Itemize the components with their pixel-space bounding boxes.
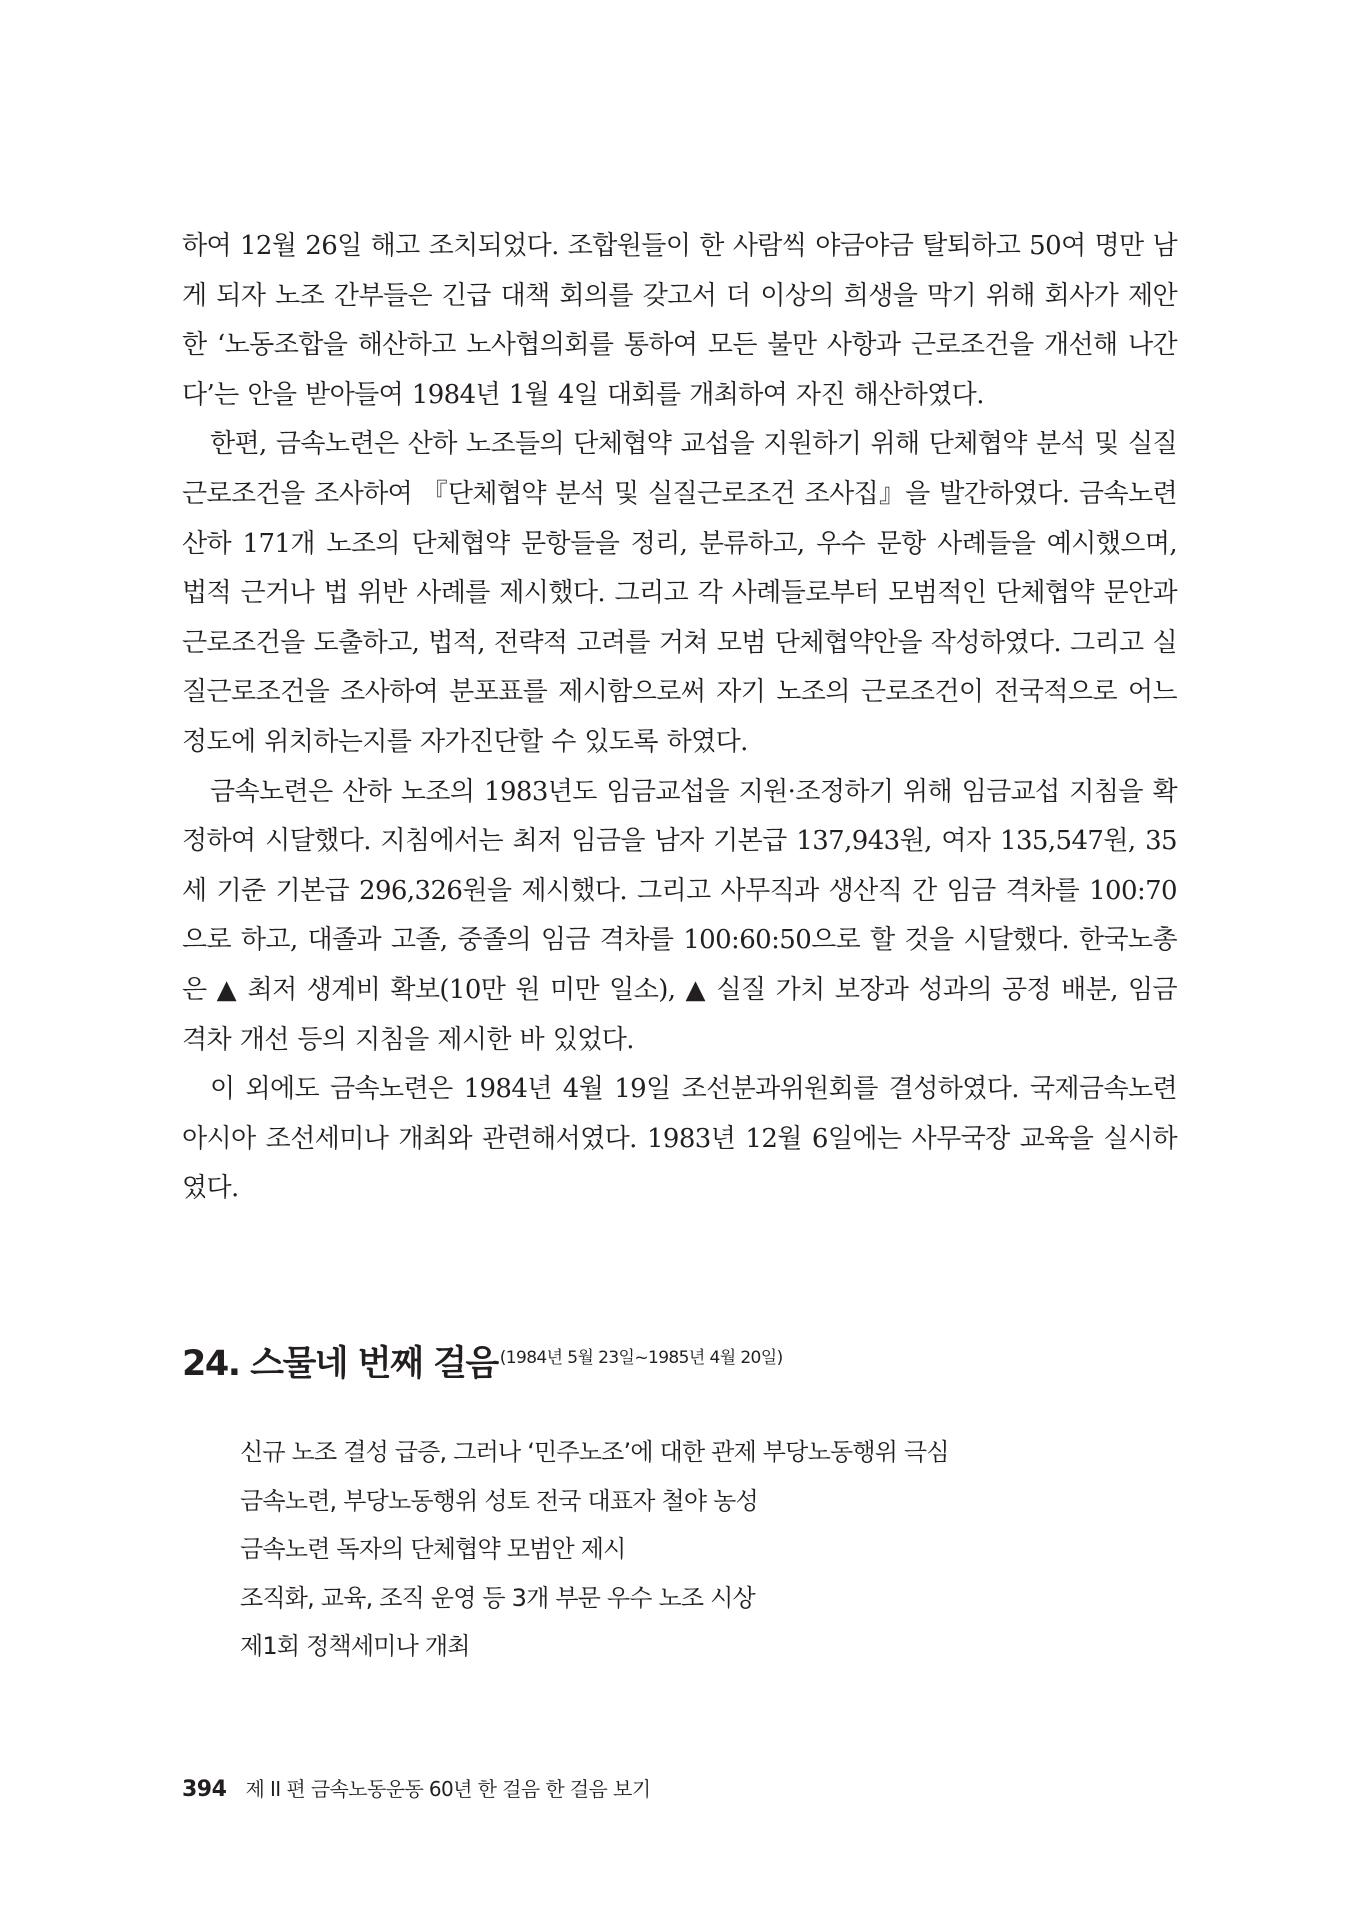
running-title: 제 II 편 금속노동운동 60년 한 걸음 한 걸음 보기 <box>245 1777 651 1801</box>
summary-item: 제1회 정책세미나 개최 <box>240 1632 470 1660</box>
page-footer <box>182 1773 650 1802</box>
body-paragraph: 하여 12월 26일 해고 조치되었다. 조합원들이 한 사람씩 야금야금 탈퇴하고 50여 명만 남게 되자 노조 간부들은 긴급 대책 회의를 갖고서 더 이상의 희생을 막기 위해 회사가 제안한 ‘노동조합을 해산하고 노사협의회를 통하여 모든 불만 사항과 근로조건을 개선해 나간다’는 안을 받아들여 1984년 1월 4일 대회를 개최하여 자진 해산하였다. <box>182 231 1177 410</box>
body-text <box>182 222 1177 1214</box>
summary-item: 신규 노조 결성 급증, 그러나 ‘민주노조’에 대한 관제 부당노동행위 극심 <box>240 1438 949 1466</box>
summary-item: 금속노련, 부당노동행위 성토 전국 대표자 철야 농성 <box>240 1486 758 1515</box>
section-heading <box>182 1336 783 1386</box>
section-summary-list <box>240 1428 949 1671</box>
body-paragraph: 이 외에도 금속노련은 1984년 4월 19일 조선분과위원회를 결성하였다. 국제금속노련 아시아 조선세미나 개최와 관련해서였다. 1983년 12월 6일에는 사무국장 교육을 실시하였다. <box>182 1074 1177 1204</box>
body-paragraph: 금속노련은 산하 노조의 1983년도 임금교섭을 지원·조정하기 위해 임금교섭 지침을 확정하여 시달했다. 지침에서는 최저 임금을 남자 기본급 137,943원, 여자 135,547원, 35세 기준 기본급 296,326원을 제시했다. 그리고 사무직과 생산직 간 임금 격차를 100:70으로 하고, 대졸과 고졸, 중졸의 임금 격차를 100:60:50으로 할 것을 시달했다. 한국노총은 ▲ 최저 생계비 확보(10만 원 미만 일소), ▲ 실질 가치 보장과 성과의 공정 배분, 임금 격차 개선 등의 지침을 제시한 바 있었다. <box>182 776 1177 1055</box>
body-paragraph: 한편, 금속노련은 산하 노조들의 단체협약 교섭을 지원하기 위해 단체협약 분석 및 실질근로조건을 조사하여 『단체협약 분석 및 실질근로조건 조사집』을 발간하였다. 금속노련 산하 171개 노조의 단체협약 문항들을 정리, 분류하고, 우수 문항 사례들을 예시했으며, 법적 근거나 법 위반 사례를 제시했다. 그리고 각 사례들로부터 모범적인 단체협약 문안과 근로조건을 도출하고, 법적, 전략적 고려를 거쳐 모범 단체협약안을 작성하였다. 그리고 실질근로조건을 조사하여 분포표를 제시함으로써 자기 노조의 근로조건이 전국적으로 어느 정도에 위치하는지를 자가진단할 수 있도록 하였다. <box>182 429 1177 757</box>
summary-item: 조직화, 교육, 조직 운영 등 3개 부문 우수 노조 시상 <box>240 1583 755 1612</box>
page-number: 394 <box>182 1777 227 1802</box>
section-title: 24. 스물네 번째 걸음 <box>182 1344 498 1384</box>
section-period: (1984년 5월 23일~1985년 4월 20일) <box>499 1348 783 1368</box>
summary-item: 금속노련 독자의 단체협약 모범안 제시 <box>240 1535 626 1563</box>
